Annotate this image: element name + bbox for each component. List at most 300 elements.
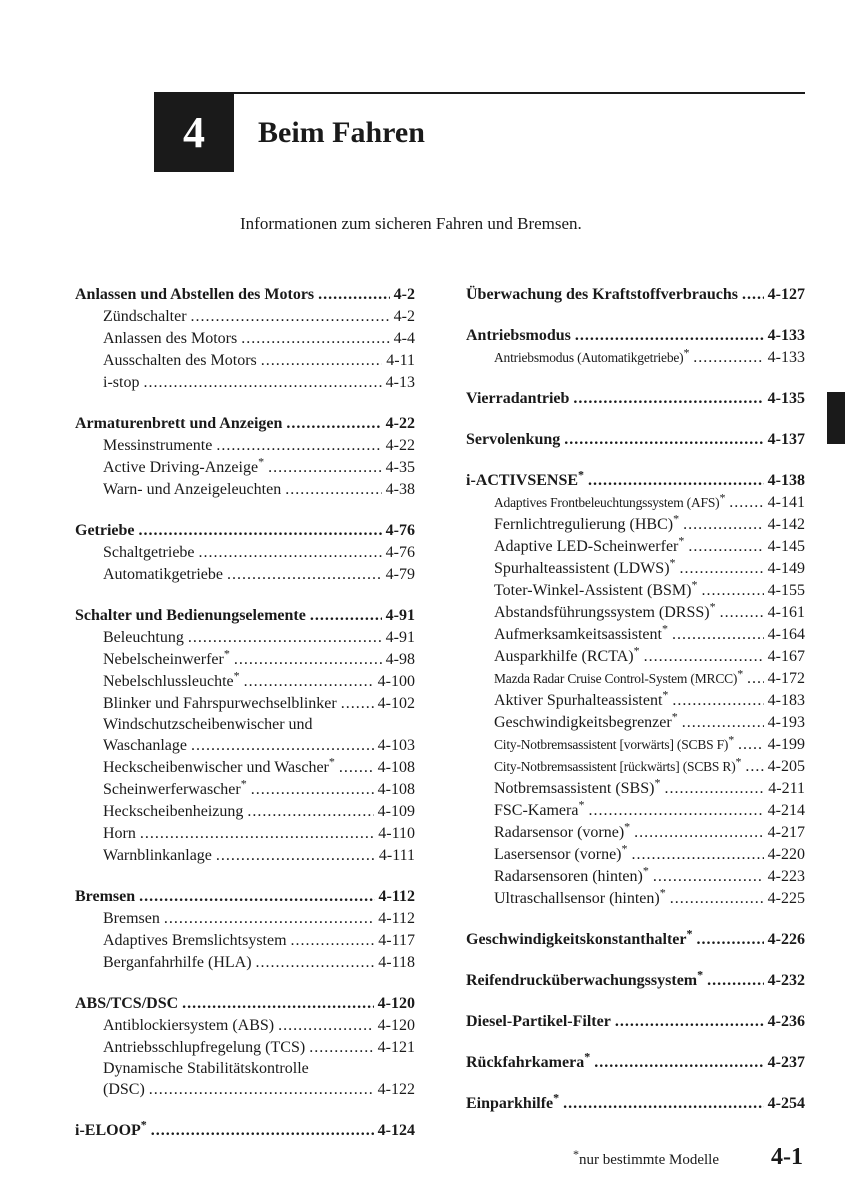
leader-dots [644, 646, 764, 668]
toc-entry-label [103, 693, 337, 715]
toc-section [466, 1049, 805, 1074]
toc-entry-text: Nebelschlussleuchte [103, 673, 234, 690]
leader-dots [149, 1079, 374, 1101]
toc-entry[interactable] [466, 668, 805, 690]
toc-page-ref: 4-108 [377, 781, 415, 798]
page-number: 4-1 [771, 1144, 803, 1170]
toc-entry-text: Schalter und Bedienungselemente [75, 607, 306, 624]
toc-section-heading[interactable] [466, 1011, 805, 1033]
toc-entry-text: Adaptives Bremslichtsystem [103, 932, 287, 949]
model-star-icon: * [233, 668, 240, 683]
toc-page-ref: 4-112 [378, 888, 415, 905]
leader-dots [140, 823, 374, 845]
toc-page-ref: 4-38 [385, 481, 415, 498]
toc-entry-text: Getriebe [75, 522, 135, 539]
toc-entry[interactable] [466, 492, 805, 514]
leader-dots [251, 779, 374, 801]
toc-page-ref: 4-4 [393, 330, 415, 347]
toc-page-ref: 4-122 [377, 1081, 415, 1098]
toc-entry-label [494, 492, 725, 514]
leader-dots [729, 492, 763, 514]
toc-entry[interactable] [75, 564, 415, 586]
toc-entry[interactable] [466, 775, 805, 800]
toc-entry-text: Lasersensor (vorne) [494, 846, 622, 863]
toc-entry-text: i-ELOOP [75, 1122, 141, 1139]
toc-page-ref: 4-199 [767, 736, 805, 753]
leader-dots [318, 284, 390, 306]
toc-page-ref: 4-102 [377, 695, 415, 712]
toc-entry-label [103, 454, 265, 479]
toc-entry-label [103, 823, 136, 845]
toc-entry-label [103, 754, 335, 779]
toc-section [466, 1090, 805, 1115]
toc-entry-label [466, 967, 704, 992]
toc-entry-text: Rückfahrkamera [466, 1054, 585, 1071]
toc-page-ref: 4-205 [767, 758, 805, 775]
toc-entry[interactable] [75, 1037, 415, 1059]
toc-section-heading[interactable] [466, 429, 805, 451]
toc-entry[interactable] [75, 1079, 415, 1101]
toc-entry-text: Horn [103, 825, 136, 842]
toc-entry-text: Adaptive LED-Scheinwerfer [494, 538, 679, 555]
toc-section-heading[interactable] [466, 967, 805, 992]
toc-section-heading[interactable] [466, 467, 805, 492]
leader-dots [615, 1011, 764, 1033]
model-star-icon: * [735, 754, 742, 769]
toc-entry-wrapped-line: Dynamische Stabilitätskontrolle [103, 1060, 309, 1077]
toc-entry[interactable] [466, 819, 805, 844]
toc-entry-text: Ausparkhilfe (RCTA) [494, 648, 634, 665]
leader-dots [573, 388, 763, 410]
model-star-icon: * [223, 646, 230, 661]
leader-dots [182, 993, 374, 1015]
leader-dots [588, 800, 763, 822]
footer-note [573, 1147, 719, 1169]
toc-entry[interactable] [75, 845, 415, 867]
toc-entry[interactable] [75, 306, 415, 328]
toc-entry-label [494, 819, 631, 844]
toc-page-ref: 4-11 [386, 352, 415, 369]
leader-dots [291, 930, 375, 952]
toc-entry-label [103, 845, 212, 867]
toc-entry[interactable] [75, 952, 415, 974]
toc-page-ref: 4-141 [767, 494, 805, 511]
toc-entry-label [494, 533, 685, 558]
toc-entry-text: Bremsen [75, 888, 136, 905]
toc-entry[interactable] [75, 776, 415, 801]
toc-entry-text: Ausschalten des Motors [103, 352, 257, 369]
toc-entry-text: Automatikgetriebe [103, 566, 223, 583]
model-star-icon: * [553, 1090, 560, 1105]
toc-entry-label [103, 328, 237, 350]
model-star-icon: * [258, 454, 265, 469]
toc-page-ref: 4-127 [767, 286, 805, 303]
toc-entry[interactable] [75, 908, 415, 930]
toc-section [466, 325, 805, 369]
toc-entry-label [75, 520, 135, 542]
toc-page-ref: 4-108 [377, 759, 415, 776]
toc-page-ref: 4-145 [767, 538, 805, 555]
toc-page-ref: 4-220 [767, 846, 805, 863]
model-star-icon: * [709, 599, 716, 614]
toc-entry[interactable] [75, 668, 415, 693]
toc-page-ref: 4-211 [768, 780, 805, 797]
toc-entry-label [103, 1015, 274, 1037]
model-star-icon: * [669, 555, 676, 570]
toc-entry-text: Active Driving-Anzeige [103, 459, 259, 476]
toc-entry[interactable] [466, 599, 805, 624]
model-star-icon: * [691, 577, 698, 592]
toc-entry-label [494, 347, 689, 369]
toc-entry-text: City-Notbremsassistent [vorwärts] (SCBS F) [494, 737, 729, 752]
toc-entry-label [103, 646, 230, 671]
model-star-icon: * [624, 819, 631, 834]
model-star-icon: * [683, 345, 690, 360]
toc-entry-text: Überwachung des Kraftstoffverbrauchs [466, 286, 738, 303]
toc-page-ref: 4-133 [767, 327, 805, 344]
toc-entry[interactable] [75, 823, 415, 845]
leader-dots [632, 844, 764, 866]
leader-dots [244, 671, 374, 693]
toc-entry-label [466, 926, 693, 951]
toc-page-ref: 4-164 [767, 626, 805, 643]
toc-entry-label [494, 668, 743, 690]
toc-section [75, 520, 415, 586]
leader-dots [634, 822, 764, 844]
leader-dots [693, 347, 763, 369]
toc-left-column [75, 284, 415, 1161]
toc-entry-label [103, 668, 240, 693]
toc-entry-text: Spurhalteassistent (LDWS) [494, 560, 670, 577]
toc-section [466, 429, 805, 451]
toc-page-ref: 4-76 [385, 544, 415, 561]
toc-entry-text: Waschanlage [103, 737, 187, 754]
toc-entry-wrapped-line: Windschutzscheibenwischer und [103, 716, 313, 733]
toc-entry-text: Aufmerksamkeitsassistent [494, 626, 662, 643]
toc-section-heading[interactable] [75, 413, 415, 435]
toc-entry-label [75, 605, 306, 627]
toc-page-ref: 4-112 [378, 910, 415, 927]
toc-entry[interactable] [466, 533, 805, 558]
leader-dots [216, 845, 375, 867]
toc-entry[interactable] [75, 328, 415, 350]
toc-entry-label [466, 1011, 611, 1033]
leader-dots [670, 888, 764, 910]
toc-section-heading[interactable] [75, 993, 415, 1015]
toc-entry-text: i-stop [103, 374, 140, 391]
leader-dots [588, 470, 764, 492]
toc-section-heading[interactable] [75, 1117, 415, 1142]
toc-page-ref: 4-121 [377, 1039, 415, 1056]
leader-dots [720, 602, 764, 624]
toc-entry-label [103, 542, 195, 564]
model-star-icon: * [719, 490, 726, 505]
toc-page-ref: 4-172 [767, 670, 805, 687]
toc-page-ref: 4-183 [767, 692, 805, 709]
toc-entry[interactable] [466, 555, 805, 580]
leader-dots [682, 712, 764, 734]
leader-dots [747, 668, 764, 690]
toc-entry[interactable] [75, 1015, 415, 1037]
toc-entry-label [103, 306, 187, 328]
toc-entry-text: Adaptives Frontbeleuchtungssystem (AFS) [494, 495, 720, 510]
toc-entry[interactable] [75, 435, 415, 457]
toc-entry[interactable] [75, 801, 415, 823]
toc-entry-label [103, 930, 287, 952]
model-star-icon: * [584, 1049, 591, 1064]
leader-dots [575, 325, 764, 347]
toc-entry[interactable] [75, 479, 415, 501]
toc-entry[interactable] [75, 627, 415, 649]
toc-entry-text: Beleuchtung [103, 629, 184, 646]
footer-note-text: nur bestimmte Modelle [579, 1152, 719, 1168]
leader-dots [278, 1015, 374, 1037]
toc-entry-text: Radarsensor (vorne) [494, 824, 625, 841]
toc-entry-label [466, 429, 560, 451]
model-star-icon: * [621, 841, 628, 856]
toc-section [75, 413, 415, 501]
toc-section [75, 993, 415, 1101]
toc-entry-text: Schaltgetriebe [103, 544, 195, 561]
leader-dots [683, 514, 764, 536]
toc-entry-text: Armaturenbrett und Anzeigen [75, 415, 283, 432]
chapter-number: 4 [183, 107, 205, 157]
toc-section [466, 1011, 805, 1033]
model-star-icon: * [697, 967, 704, 982]
toc-entry[interactable] [466, 511, 805, 536]
toc-entry-text: Mazda Radar Cruise Control-System (MRCC) [494, 671, 738, 686]
toc-entry-label [103, 372, 139, 394]
leader-dots [247, 801, 373, 823]
model-star-icon: * [328, 754, 335, 769]
toc-entry-label [494, 756, 741, 778]
toc-entry-label [494, 709, 678, 734]
toc-entry-text: Nebelscheinwerfer [103, 651, 224, 668]
footer-star: * [573, 1147, 579, 1161]
toc-entry-text: ABS/TCS/DSC [75, 995, 179, 1012]
toc-page-ref: 4-76 [385, 522, 415, 539]
toc-page-ref: 4-100 [377, 673, 415, 690]
toc-entry-text: (DSC) [103, 1081, 145, 1098]
leader-dots [191, 306, 390, 328]
toc-section-heading[interactable] [75, 520, 415, 542]
leader-dots [339, 757, 374, 779]
toc-entry-label [103, 627, 184, 649]
toc-entry-text: i-ACTIVSENSE [466, 472, 579, 489]
toc-entry-text: Fernlichtregulierung (HBC) [494, 516, 674, 533]
toc-page-ref: 4-217 [767, 824, 805, 841]
leader-dots [234, 649, 382, 671]
toc-entry-text: Radarsensoren (hinten) [494, 868, 643, 885]
chapter-title: Beim Fahren [258, 116, 425, 149]
toc-section [466, 467, 805, 910]
toc-entry-label [103, 564, 223, 586]
leader-dots [672, 690, 763, 712]
toc-entry[interactable] [466, 643, 805, 668]
leader-dots [563, 1093, 764, 1115]
toc-entry[interactable] [75, 372, 415, 394]
toc-entry-text: Berganfahrhilfe (HLA) [103, 954, 252, 971]
chapter-subtitle: Informationen zum sicheren Fahren und Bremsen. [240, 214, 582, 233]
toc-section [75, 1117, 415, 1142]
toc-entry-text: Notbremsassistent (SBS) [494, 780, 655, 797]
model-star-icon: * [662, 687, 669, 702]
leader-dots [309, 1037, 373, 1059]
leader-dots [188, 627, 382, 649]
leader-dots [191, 735, 374, 757]
toc-page-ref: 4-98 [385, 651, 415, 668]
toc-entry-text: Servolenkung [466, 431, 561, 448]
leader-dots [688, 536, 763, 558]
model-star-icon: * [678, 533, 685, 548]
toc-section-heading[interactable] [466, 284, 805, 306]
model-star-icon: * [659, 885, 666, 900]
toc-entry[interactable] [466, 756, 805, 778]
toc-section-heading[interactable] [466, 926, 805, 951]
toc-page-ref: 4-237 [767, 1054, 805, 1071]
toc-entry[interactable] [466, 885, 805, 910]
toc-entry-label [494, 511, 680, 536]
leader-dots [216, 435, 381, 457]
toc-page-ref: 4-120 [377, 995, 415, 1012]
model-star-icon: * [578, 797, 585, 812]
toc-entry[interactable] [75, 350, 415, 372]
toc-section [466, 284, 805, 306]
toc-entry-text: Anlassen und Abstellen des Motors [75, 286, 315, 303]
toc-page-ref: 4-226 [767, 931, 805, 948]
toc-entry[interactable] [75, 930, 415, 952]
leader-dots [653, 866, 764, 888]
leader-dots [199, 542, 382, 564]
toc-entry-text: Vierradantrieb [466, 390, 570, 407]
toc-entry[interactable] [466, 797, 805, 822]
toc-entry-label [103, 908, 160, 930]
toc-section-heading[interactable] [75, 605, 415, 627]
toc-section [466, 926, 805, 951]
toc-entry-text: Geschwindigkeitsbegrenzer [494, 714, 672, 731]
toc-page-ref: 4-254 [767, 1095, 805, 1112]
toc-entry-label [494, 734, 734, 756]
toc-entry[interactable] [75, 735, 415, 757]
toc-section-heading[interactable] [466, 325, 805, 347]
leader-dots [285, 479, 381, 501]
toc-entry-text: Ultraschallsensor (hinten) [494, 890, 660, 907]
toc-entry-label [494, 577, 698, 602]
toc-page-ref: 4-135 [767, 390, 805, 407]
toc-entry[interactable] [75, 454, 415, 479]
toc-entry-label [494, 599, 716, 624]
toc-entry-text: Antriebsmodus (Automatikgetriebe) [494, 350, 684, 365]
leader-dots [672, 624, 764, 646]
toc-entry-label [494, 643, 640, 668]
toc-entry-text: Antriebsmodus [466, 327, 571, 344]
toc-entry-label [103, 776, 247, 801]
toc-section-heading[interactable] [75, 886, 415, 908]
leader-dots [745, 756, 763, 778]
toc-entry-text: Zündschalter [103, 308, 187, 325]
toc-page-ref: 4-79 [385, 566, 415, 583]
toc-entry-text: Warnblinkanlage [103, 847, 212, 864]
toc-entry-label [75, 886, 135, 908]
toc-entry-label [75, 413, 282, 435]
toc-page-ref: 4-117 [378, 932, 415, 949]
leader-dots [256, 952, 375, 974]
toc-entry-label [494, 555, 676, 580]
toc-page-ref: 4-137 [767, 431, 805, 448]
model-star-icon: * [578, 467, 585, 482]
toc-page-ref: 4-138 [767, 472, 805, 489]
toc-entry[interactable] [466, 687, 805, 712]
toc-page-ref: 4-232 [767, 972, 805, 989]
toc-entry[interactable] [466, 863, 805, 888]
chapter-thumb-tab [827, 392, 845, 444]
toc-page-ref: 4-124 [377, 1122, 415, 1139]
toc-page-ref: 4-35 [385, 459, 415, 476]
toc-entry[interactable] [466, 734, 805, 756]
toc-page-ref: 4-91 [385, 607, 415, 624]
leader-dots [286, 413, 381, 435]
toc-entry-text: Bremsen [103, 910, 160, 927]
chapter-number-box [154, 92, 234, 172]
toc-entry-text: Einparkhilfe [466, 1095, 554, 1112]
toc-section-heading[interactable] [466, 1049, 805, 1074]
toc-entry-label [466, 388, 569, 410]
leader-dots [139, 886, 374, 908]
toc-entry[interactable] [466, 841, 805, 866]
model-star-icon: * [673, 511, 680, 526]
toc-entry[interactable] [466, 347, 805, 369]
leader-dots [564, 429, 763, 451]
toc-entry-text: City-Notbremsassistent [rückwärts] (SCBS R) [494, 759, 736, 774]
toc-section-heading[interactable] [466, 1090, 805, 1115]
toc-page-ref: 4-2 [393, 308, 415, 325]
toc-page-ref: 4-118 [378, 954, 415, 971]
toc-page-ref: 4-133 [767, 349, 805, 366]
leader-dots [227, 564, 382, 586]
toc-page-ref: 4-103 [377, 737, 415, 754]
leader-dots [707, 970, 764, 992]
toc-page-ref: 4-2 [393, 286, 415, 303]
toc-entry[interactable] [75, 542, 415, 564]
toc-entry-label [103, 952, 252, 974]
model-star-icon: * [654, 775, 661, 790]
model-star-icon: * [661, 621, 668, 636]
toc-entry-text: Reifendrucküberwachungssystem [466, 972, 698, 989]
model-star-icon: * [737, 666, 744, 681]
toc-entry-text: Geschwindigkeitskonstanthalter [466, 931, 687, 948]
toc-entry-text: Messinstrumente [103, 437, 213, 454]
toc-entry-text: Blinker und Fahrspurwechselblinker [103, 695, 337, 712]
toc-entry-label [103, 801, 243, 823]
toc-section-heading[interactable] [75, 284, 415, 306]
toc-section [75, 886, 415, 974]
toc-page-ref: 4-91 [385, 629, 415, 646]
toc-page-ref: 4-110 [378, 825, 415, 842]
toc-entry[interactable] [466, 577, 805, 602]
leader-dots [664, 778, 764, 800]
leader-dots [151, 1120, 374, 1142]
toc-entry[interactable] [75, 693, 415, 715]
toc-entry-label [494, 621, 668, 646]
toc-section [75, 284, 415, 394]
toc-entry-label [103, 1079, 145, 1101]
toc-entry[interactable] [75, 646, 415, 671]
toc-page-ref: 4-223 [767, 868, 805, 885]
toc-entry[interactable] [466, 709, 805, 734]
toc-page-ref: 4-225 [767, 890, 805, 907]
toc-section [75, 605, 415, 867]
toc-section-heading[interactable] [466, 388, 805, 410]
